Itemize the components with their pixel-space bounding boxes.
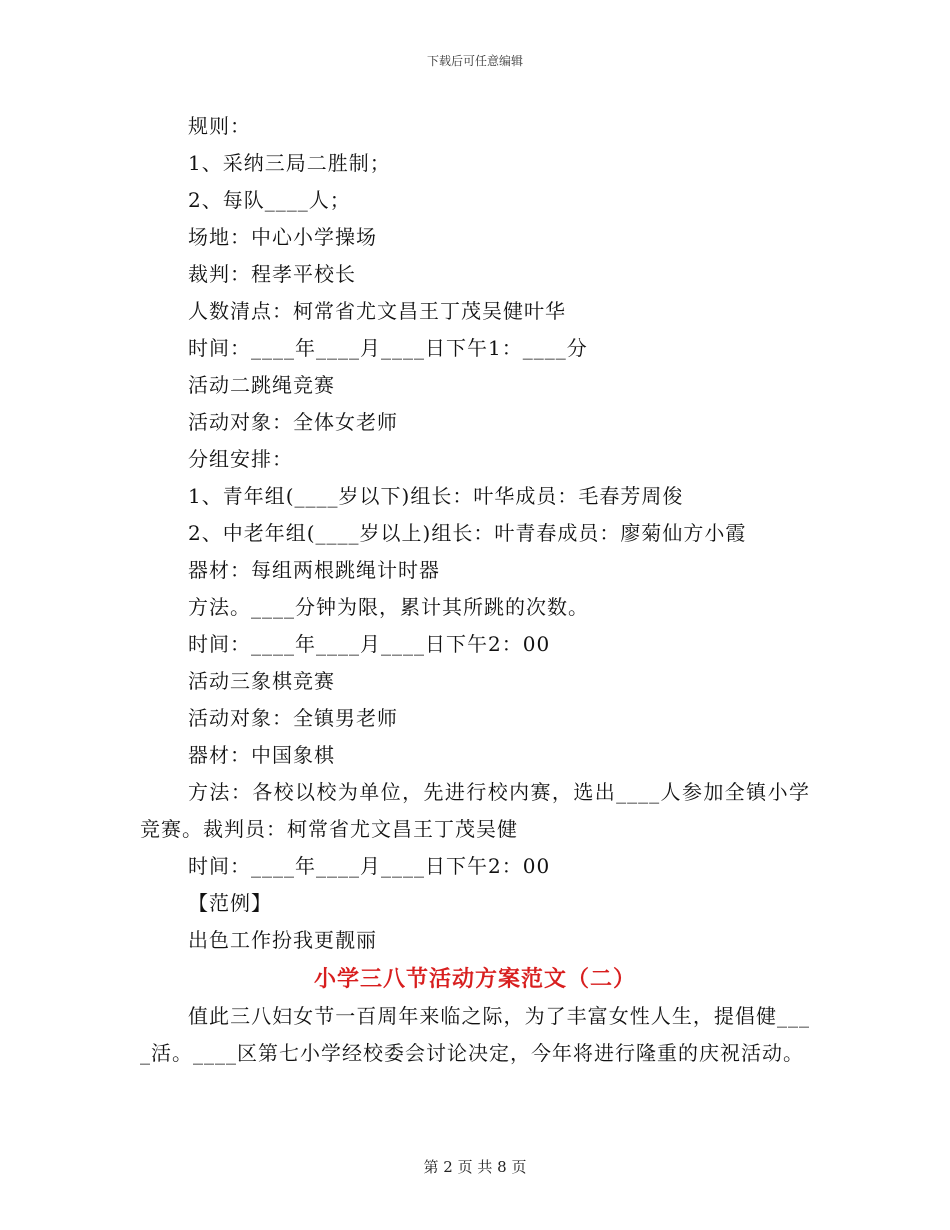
activity-heading: 活动三象棋竞赛 [188, 669, 335, 693]
text-line: 器材：每组两根跳绳计时器 [188, 558, 440, 582]
text-line: 时间：____年____月____日下午1：____分 [188, 336, 588, 360]
example-label: 【范例】 [188, 891, 272, 915]
page-footer: 第 2 页 共 8 页 [423, 1158, 527, 1176]
section-title: 小学三八节活动方案范文（二） [313, 966, 636, 992]
text-line: 时间：____年____月____日下午2：00 [188, 854, 551, 878]
text-line: 分组安排： [188, 447, 293, 471]
text-line: 1、青年组(____岁以下)组长：叶华成员：毛春芳周俊 [188, 484, 684, 508]
text-line-rules: 规则： [188, 114, 251, 138]
text-line: 活动对象：全体女老师 [188, 410, 398, 434]
text-line: 出色工作扮我更靓丽 [188, 928, 377, 952]
text-line: 时间：____年____月____日下午2：00 [188, 632, 551, 656]
page-header: 下载后可任意编辑 [426, 54, 523, 68]
text-line: 活动对象：全镇男老师 [188, 706, 398, 730]
text-line: 器材：中国象棋 [188, 743, 335, 767]
text-line: 裁判：程孝平校长 [188, 262, 356, 286]
activity-heading: 活动二跳绳竞赛 [188, 373, 335, 397]
text-line: 人数清点：柯常省尤文昌王丁茂吴健叶华 [188, 299, 566, 323]
text-line: 场地：中心小学操场 [188, 225, 377, 249]
text-line: 方法。____分钟为限，累计其所跳的次数。 [188, 595, 589, 619]
method-paragraph: 方法：各校以校为单位，先进行校内赛，选出____人参加全镇小学竞赛。裁判员：柯常省尤文昌王丁茂吴健 [140, 780, 810, 841]
document-body [140, 108, 810, 1072]
intro-paragraph: 值此三八妇女节一百周年来临之际，为了丰富女性人生，提倡健____活。____区第七小学经校委会讨论决定，今年将进行隆重的庆祝活动。 [140, 1004, 810, 1065]
text-line: 1、采纳三局二胜制； [188, 151, 391, 175]
text-line: 2、中老年组(____岁以上)组长：叶青春成员：廖菊仙方小霞 [188, 521, 747, 545]
text-line: 2、每队____人； [188, 188, 351, 212]
